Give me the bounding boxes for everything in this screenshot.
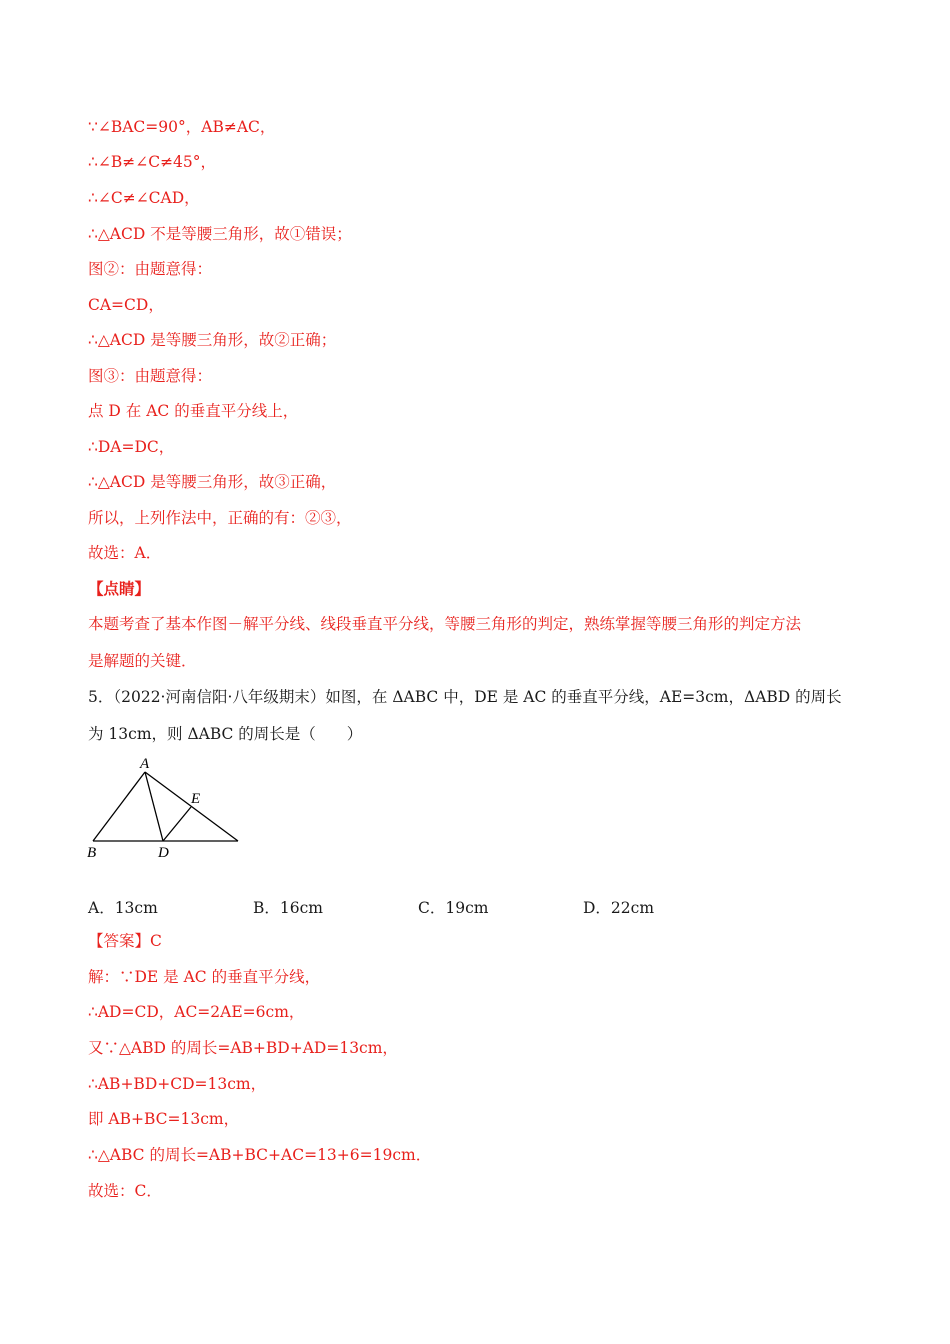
answer-step-1: 解：∵DE 是 AC 的垂直平分线， xyxy=(88,968,321,986)
solution-line-8: 图③：由题意得： xyxy=(88,367,213,385)
answer-step-2: ∴AD=CD，AC=2AE=6cm， xyxy=(88,1003,305,1021)
comment-text: 本题考查了基本作图－解平分线、线段垂直平分线，等腰三角形的判定，熟练掌握等腰三角形的判定方法 xyxy=(88,615,802,633)
label-a: A xyxy=(140,756,150,772)
solution-line-10: ∴DA=DC， xyxy=(88,438,175,456)
question-text-2: 为 13cm，则 ΔABC 的周长是（ ） xyxy=(88,725,363,743)
comment-text-2: 是解题的关键． xyxy=(88,652,197,670)
solution-line-11: ∴△ACD 是等腰三角形，故③正确， xyxy=(88,473,337,491)
solution-line-7: ∴△ACD 是等腰三角形，故②正确； xyxy=(88,331,337,349)
option-a[interactable]: A．13cm xyxy=(88,899,158,917)
answer-step-4: ∴AB+BD+CD=13cm， xyxy=(88,1075,267,1093)
solution-line-4: ∴△ACD 不是等腰三角形，故①错误； xyxy=(88,225,352,243)
segment-de xyxy=(163,807,191,841)
comment-label: 【点睛】 xyxy=(88,579,151,598)
solution-line-6: CA=CD， xyxy=(88,296,164,314)
option-d[interactable]: D．22cm xyxy=(583,899,655,917)
label-e: E xyxy=(191,791,201,807)
option-c[interactable]: C．19cm xyxy=(418,899,489,917)
label-b: B xyxy=(87,845,97,861)
solution-line-3: ∴∠C≠∠CAD， xyxy=(88,189,200,207)
solution-line-1: ∵∠BAC=90°，AB≠AC， xyxy=(88,118,276,136)
solution-line-5: 图②：由题意得： xyxy=(88,260,213,278)
answer-step-6: ∴△ABC 的周长=AB+BC+AC=13+6=19cm． xyxy=(88,1146,432,1164)
option-b[interactable]: B．16cm xyxy=(253,899,323,917)
solution-line-2: ∴∠B≠∠C≠45°， xyxy=(88,153,217,171)
solution-line-13: 故选：A． xyxy=(88,544,162,562)
solution-line-9: 点 D 在 AC 的垂直平分线上， xyxy=(88,402,299,420)
segment-ab xyxy=(93,772,145,841)
answer-step-3: 又∵△ABD 的周长=AB+BD+AD=13cm， xyxy=(88,1039,398,1057)
answer-label: 【答案】C xyxy=(88,932,162,950)
answer-options xyxy=(88,896,868,918)
triangle-figure xyxy=(84,752,254,864)
answer-step-5: 即 AB+BC=13cm， xyxy=(88,1110,240,1128)
segment-ad xyxy=(145,772,163,841)
solution-line-12: 所以，上列作法中，正确的有：②③， xyxy=(88,509,352,527)
question-text-1: 5．（2022·河南信阳·八年级期末）如图，在 ΔABC 中，DE 是 AC 的垂直平分线，AE=3cm，ΔABD 的周长 xyxy=(88,688,842,706)
answer-step-7: 故选：C． xyxy=(88,1182,162,1200)
label-d: D xyxy=(158,845,169,861)
